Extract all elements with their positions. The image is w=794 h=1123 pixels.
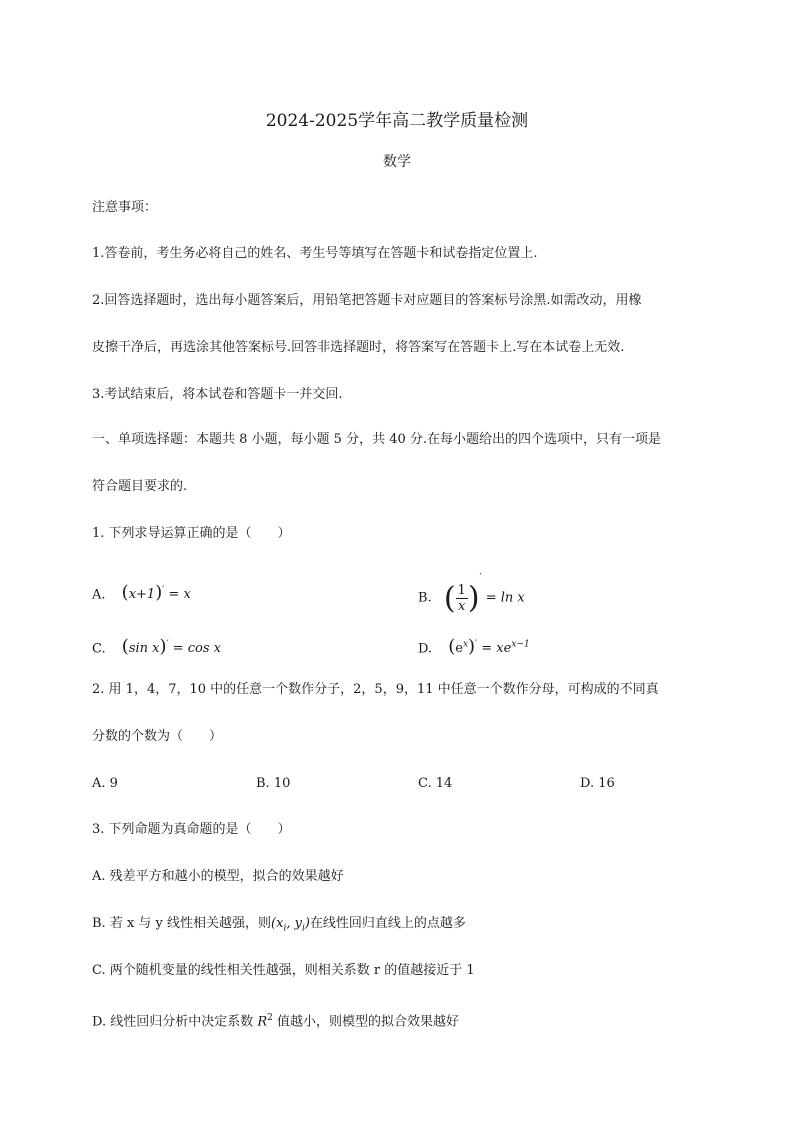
option-label: B. <box>418 590 432 606</box>
section-1-line-1: 一、单项选择题：本题共 8 小题，每小题 5 分，共 40 分.在每小题给出的四个选项中，只有一项是 <box>92 432 662 447</box>
point-open: (x <box>271 916 284 931</box>
option-expression: x+1 <box>128 587 156 603</box>
subject-title: 数学 <box>383 154 411 170</box>
section-1-line-2: 符合题目要求的. <box>92 479 188 494</box>
question-2-option-c: C. 14 <box>418 776 453 791</box>
question-1-option-d: D. $(e^x)' = xe^{x-1}$ <box>418 636 530 658</box>
option-base: e <box>455 641 463 657</box>
notice-item-2-line-2: 皮擦干净后，再选涂其他答案标号.回答非选择题时，将答案写在答题卡上.写在本试卷上无效. <box>92 340 625 355</box>
option-label: D. <box>418 641 433 657</box>
option-result: = cos x <box>172 641 221 657</box>
option-result: = xe <box>481 641 512 657</box>
option-result-exponent: x−1 <box>511 640 530 650</box>
question-3-option-b <box>92 916 466 937</box>
question-2-option-d: D. 16 <box>580 776 615 791</box>
option-text-suffix: 值越小，则模型的拟合效果越好 <box>277 1014 460 1030</box>
fraction-numerator: 1 <box>457 583 466 598</box>
question-3-option-a: A. 残差平方和越小的模型，拟合的效果越好 <box>92 869 344 884</box>
option-result: = ln x <box>485 590 525 606</box>
question-2-stem-line-1: 2. 用 1，4，7，10 中的任意一个数作分子，2，5，9，11 中任意一个数作分母，可构成的不同真 <box>92 682 659 697</box>
page-title: 2024-2025学年高二教学质量检测 <box>265 111 529 131</box>
notice-item-1: 1.答卷前，考生务必将自己的姓名、考生号等填写在答题卡和试卷指定位置上. <box>92 246 538 261</box>
question-3-stem: 3. 下列命题为真命题的是（ ） <box>92 822 291 837</box>
question-2-option-b: B. 10 <box>256 776 291 791</box>
question-1-stem: 1. 下列求导运算正确的是（ ） <box>92 526 291 541</box>
option-text-prefix: D. 线性回归分析中决定系数 <box>92 1014 254 1030</box>
option-label: C. <box>92 641 106 657</box>
option-label: A. <box>92 587 106 603</box>
question-2-stem-line-2: 分数的个数为（ ） <box>92 729 223 744</box>
option-result: = x <box>168 587 191 603</box>
notice-item-3: 3.考试结束后，将本试卷和答题卡一并交回. <box>92 387 343 402</box>
option-text-suffix: 在线性回归直线上的点越多 <box>309 916 466 931</box>
notice-heading: 注意事项： <box>92 200 158 215</box>
point-mid: , y <box>286 916 302 931</box>
subscript-i: i <box>283 923 287 934</box>
question-1-option-a: A. (x+1)′ = x <box>92 582 191 604</box>
fraction-denominator: x <box>458 599 466 614</box>
r-squared-exponent: 2 <box>267 1013 273 1023</box>
option-base-exponent: x <box>462 640 469 650</box>
option-text-prefix: B. 若 x 与 y 线性相关越强，则 <box>92 916 272 931</box>
question-3-option-d <box>92 1010 459 1030</box>
point-close: ) <box>304 916 310 931</box>
question-3-option-c: C. 两个随机变量的线性相关性越强，则相关系数 r 的值越接近于 1 <box>92 963 475 978</box>
option-expression: sin x <box>128 641 160 657</box>
r-squared: R <box>257 1014 268 1030</box>
subscript-i: i <box>301 923 305 934</box>
question-1-option-b: B. ( $\frac{1}{x}$ )′ = ln x <box>418 573 525 616</box>
notice-item-2-line-1: 2.回答选择题时，选出每小题答案后，用铅笔把答题卡对应题目的答案标号涂黑.如需改动，用橡 <box>92 293 642 308</box>
question-1-option-c: C. (sin x)′ = cos x <box>92 636 221 658</box>
question-2-option-a: A. 9 <box>92 776 118 791</box>
